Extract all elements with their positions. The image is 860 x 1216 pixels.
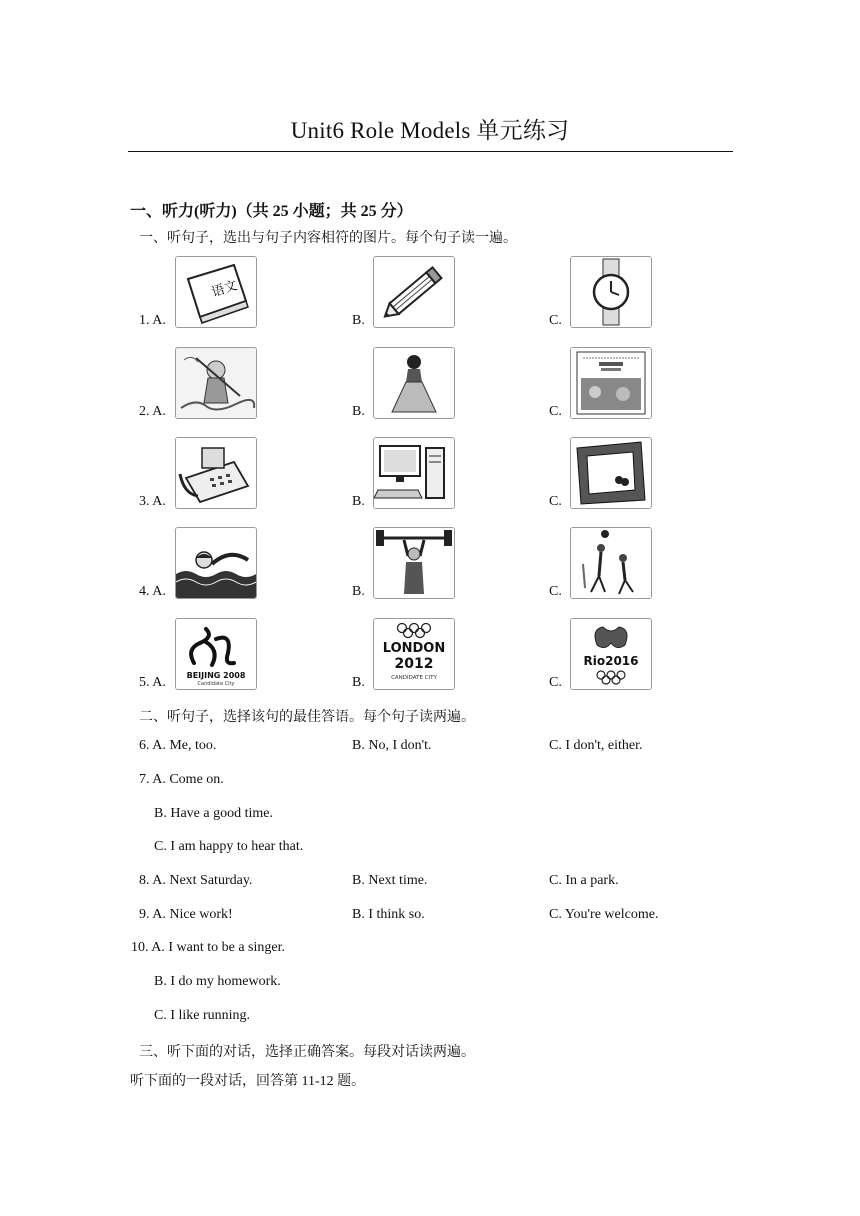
q8-option-c: C. In a park. [549,873,619,888]
beijing-logo-text: BEIJING 2008 [186,671,246,680]
snow-white-icon [373,347,455,419]
q5-option-b: B. [352,675,365,690]
page-title: Unit6 Role Models 单元练习 [290,118,570,143]
basketball-icon [570,527,652,599]
london-logo-year: 2012 [394,656,434,672]
london-2012-logo-icon [373,618,455,690]
london-logo-text: LONDON [382,641,446,656]
weightlifter-icon [373,527,455,599]
q8-option-a: 8. A. Next Saturday. [139,873,253,888]
book-cover-icon [570,347,652,419]
beijing-2008-logo-icon [175,618,257,690]
swimmer-icon [175,527,257,599]
q7-option-b: B. Have a good time. [154,806,273,821]
q2-option-b: B. [352,404,365,419]
q7-option-a: 7. A. Come on. [139,772,224,787]
book-icon [175,256,257,328]
q4-number-a: 4. A. [139,584,166,599]
q9-option-a: 9. A. Nice work! [139,907,233,922]
section-heading: 一、听力(听力)（共 25 小题；共 25 分） [130,203,413,220]
london-logo-subtext: CANDIDATE CITY [391,675,437,681]
pencil-icon [373,256,455,328]
part3-note: 听下面的一段对话，回答第 11-12 题。 [130,1074,366,1089]
q4-option-c: C. [549,584,562,599]
q2-number-a: 2. A. [139,404,166,419]
wristwatch-icon [570,256,652,328]
rio-logo-text: Rio2016 [583,654,639,668]
part2-instruction: 二、听句子，选择该句的最佳答语。每个句子读两遍。 [139,710,475,725]
title-divider [128,151,733,152]
q9-option-b: B. I think so. [352,907,425,922]
q3-option-c: C. [549,494,562,509]
q3-option-b: B. [352,494,365,509]
q8-option-b: B. Next time. [352,873,428,888]
q4-option-b: B. [352,584,365,599]
q7-option-c: C. I am happy to hear that. [154,839,304,854]
q3-number-a: 3. A. [139,494,166,509]
part3-instruction: 三、听下面的对话，选择正确答案。每段对话读两遍。 [139,1045,475,1060]
q10-option-c: C. I like running. [154,1008,251,1023]
monkey-king-icon [175,347,257,419]
q6-option-b: B. No, I don't. [352,738,432,753]
picture-frame-icon [570,437,652,509]
part1-instruction: 一、听句子，选出与句子内容相符的图片。每个句子读一遍。 [139,231,517,246]
q1-option-c: C. [549,313,562,328]
q9-option-c: C. You're welcome. [549,907,659,922]
svg-text:语文: 语文 [209,278,240,301]
q6-option-a: 6. A. Me, too. [139,738,217,753]
rio-2016-logo-icon [570,618,652,690]
computer-icon [373,437,455,509]
q5-option-c: C. [549,675,562,690]
q6-option-c: C. I don't, either. [549,738,643,753]
q1-number-a: 1. A. [139,313,166,328]
q10-option-a: 10. A. I want to be a singer. [131,940,285,955]
beijing-logo-subtext: Candidate City [197,681,235,687]
q2-option-c: C. [549,404,562,419]
q10-option-b: B. I do my homework. [154,974,281,989]
q5-number-a: 5. A. [139,675,166,690]
telephone-icon [175,437,257,509]
q1-option-b: B. [352,313,365,328]
